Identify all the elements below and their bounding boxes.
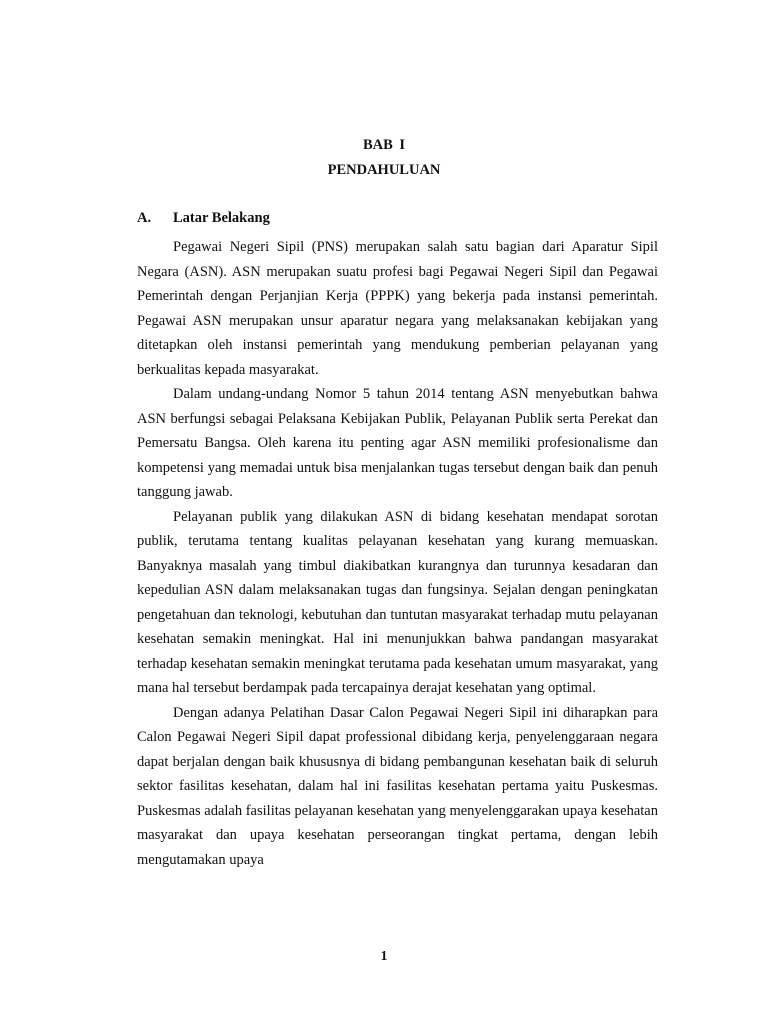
section-number: A. bbox=[137, 210, 152, 226]
page-number: 1 bbox=[380, 948, 388, 963]
section-heading bbox=[137, 210, 270, 227]
body-text bbox=[137, 235, 658, 872]
chapter-label: BAB I bbox=[362, 137, 406, 153]
paragraph: Pegawai Negeri Sipil (PNS) merupakan salah satu bagian dari Aparatur Sipil Negara (ASN). ASN merupakan suatu profesi bagi Pegawai Negeri Sipil dan Pegawai Pemerintah dengan Perjanjian Kerja (PPPK) yang bekerja pada instansi pemerintah. Pegawai ASN merupakan unsur aparatur negara yang melaksanakan kebijakan yang ditetapkan oleh instansi pemerintah yang mendukung pemberian pelayanan yang berkualitas kepada masyarakat. bbox=[137, 239, 658, 378]
section-title: Latar Belakang bbox=[173, 210, 270, 226]
paragraph: Dalam undang-undang Nomor 5 tahun 2014 tentang ASN menyebutkan bahwa ASN berfungsi sebagai Pelaksana Kebijakan Publik, Pelayanan Publik serta Perekat dan Pemersatu Bangsa. Oleh karena itu penting agar ASN memiliki profesionalisme dan kompetensi yang memadai untuk bisa menjalankan tugas tersebut dengan baik dan penuh tanggung jawab. bbox=[137, 386, 658, 500]
paragraph: Pelayanan publik yang dilakukan ASN di bidang kesehatan mendapat sorotan publik, terutama tentang kualitas pelayanan kesehatan yang kurang memuaskan. Banyaknya masalah yang timbul diakibatkan kurangnya dan turunnya kesadaran dan kepedulian ASN dalam melaksanakan tugas dan fungsinya. Sejalan dengan peningkatan pengetahuan dan teknologi, kebutuhan dan tuntutan masyarakat terhadap mutu pelayanan kesehatan semakin meningkat. Hal ini menunjukkan bahwa pandangan masyarakat terhadap kesehatan semakin meningkat terutama pada kesehatan umum masyarakat, yang mana hal tersebut berdampak pada tercapainya derajat kesehatan yang optimal. bbox=[137, 508, 658, 696]
chapter-title: PENDAHULUAN bbox=[327, 162, 441, 178]
paragraph: Dengan adanya Pelatihan Dasar Calon Pegawai Negeri Sipil ini diharapkan para Calon Pegawai Negeri Sipil dapat professional dibidang kerja, penyelenggaraan negara dapat berjalan dengan baik khususnya di bidang pembangunan kesehatan baik di seluruh sektor fasilitas kesehatan, dalam hal ini fasilitas kesehatan pertama yaitu Puskesmas. Puskesmas adalah fasilitas pelayanan kesehatan yang menyelenggarakan upaya kesehatan masyarakat dan upaya kesehatan perseorangan tingkat pertama, dengan lebih mengutamakan upaya bbox=[137, 704, 658, 868]
